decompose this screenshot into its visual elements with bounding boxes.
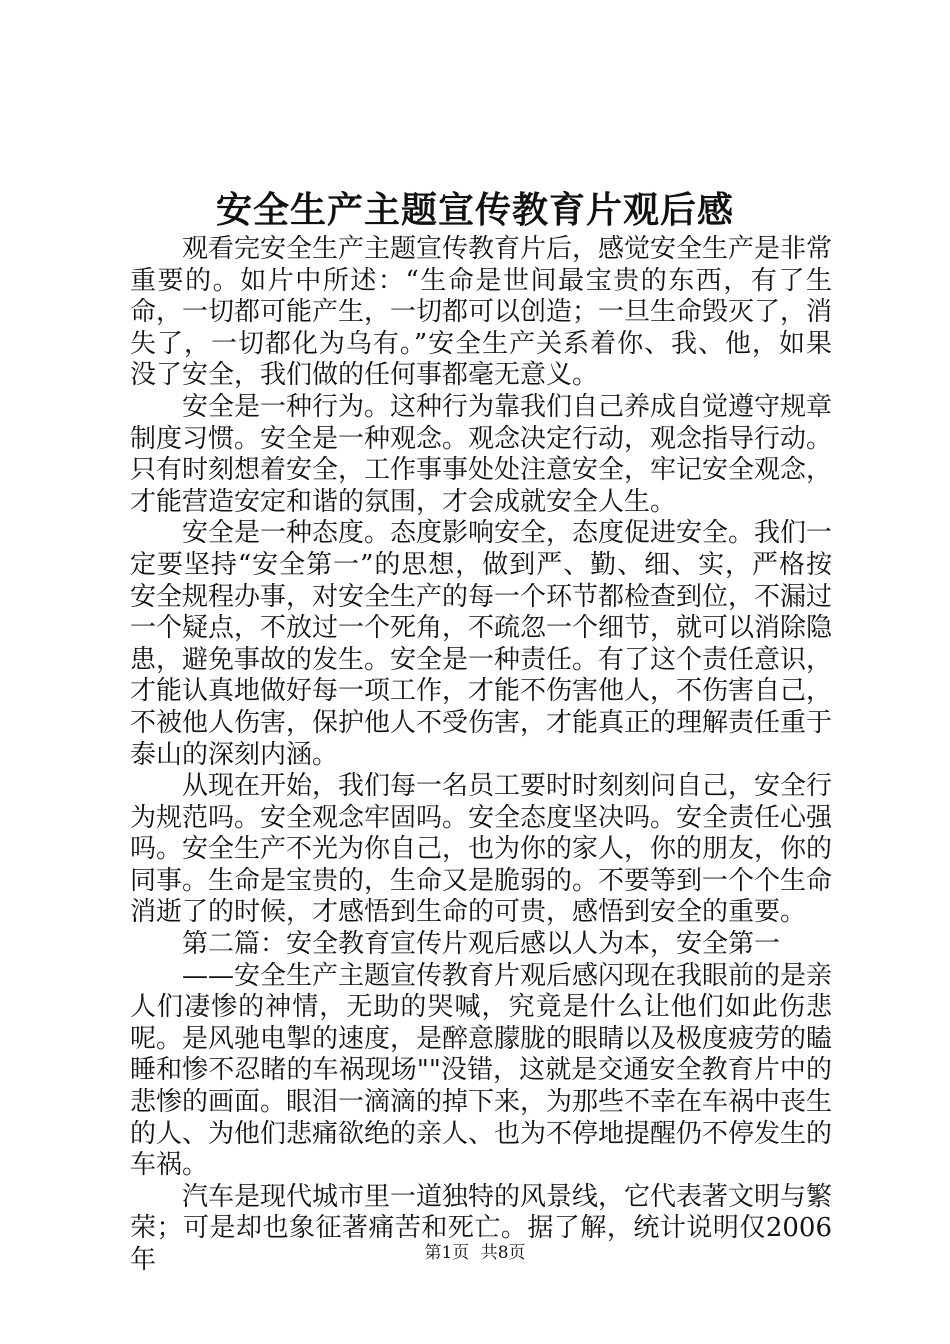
document-title: 安全生产主题宣传教育片观后感	[215, 189, 734, 231]
page-footer	[0, 1241, 950, 1265]
section-heading: 第二篇：安全教育宣传片观后感以人为本，安全第一	[182, 929, 781, 960]
paragraph: 从现在开始，我们每一名员工要时时刻刻问自己，安全行为规范吗。安全观念牢固吗。安全态度坚决吗。安全责任心强吗。安全生产不光为你自己，也为你的家人，你的朋友，你的同事。生命是宝贵的，生命又是脆弱的。不要等到一个个生命消逝了的时候，才感悟到生命的可贵，感悟到安全的重要。	[130, 771, 833, 928]
page-total: 共8页	[480, 1243, 526, 1263]
paragraph: 观看完安全生产主题宣传教育片后，感觉安全生产是非常重要的。如片中所述：“生命是世间最宝贵的东西，有了生命，一切都可能产生，一切都可以创造；一旦生命毁灭了，消失了，一切都化为乌有。”安全生产关系着你、我、他，如果没了安全，我们做的任何事都毫无意义。	[130, 234, 833, 391]
page-number: 第1页	[424, 1243, 470, 1263]
document-body	[130, 234, 832, 1277]
paragraph: 汽车是现代城市里一道独特的风景线，它代表著文明与繁荣；可是却也象征著痛苦和死亡。据了解，统计说明仅2006年	[130, 1181, 833, 1275]
paragraph: 安全是一种行为。这种行为靠我们自己养成自觉遵守规章制度习惯。安全是一种观念。观念决定行动，观念指导行动。只有时刻想着安全，工作事事处处注意安全，牢记安全观念，才能营造安定和谐的氛围，才会成就安全人生。	[130, 391, 833, 517]
paragraph: 安全是一种态度。态度影响安全，态度促进安全。我们一定要坚持“安全第一”的思想，做到严、勤、细、实，严格按安全规程办事，对安全生产的每一个环节都检查到位，不漏过一个疑点，不放过一个死角，不疏忽一个细节，就可以消除隐患，避免事故的发生。安全是一种责任。有了这个责任意识，才能认真地做好每一项工作，才能不伤害他人，不伤害自己，不被他人伤害，保护他人不受伤害，才能真正的理解责任重于泰山的深刻内涵。	[130, 518, 833, 770]
paragraph: ——安全生产主题宣传教育片观后感闪现在我眼前的是亲人们凄惨的神情，无助的哭喊，究竟是什么让他们如此伤悲呢。是风驰电掣的速度，是醉意朦胧的眼睛以及极度疲劳的瞌睡和惨不忍睹的车祸现场""没错，这就是交通安全教育片中的悲惨的画面。眼泪一滴滴的掉下来，为那些不幸在车祸中丧生的人、为他们悲痛欲绝的亲人、也为不停地提醒仍不停发生的车祸。	[130, 960, 833, 1181]
